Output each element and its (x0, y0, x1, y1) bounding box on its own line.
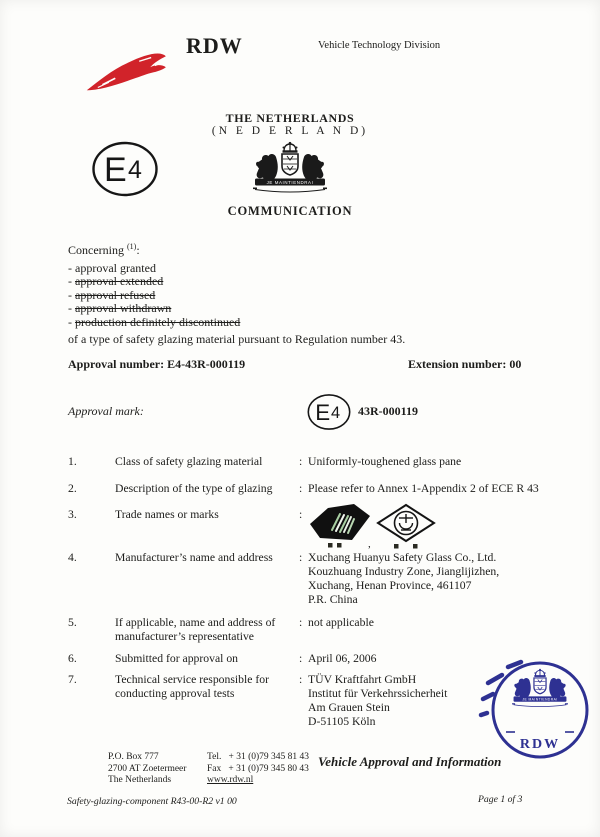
text-line: Please refer to Annex 1-Appendix 2 of ECE R 43 (308, 482, 539, 495)
text-line: Manufacturer’s name and address (115, 551, 273, 564)
concerning-option (68, 302, 240, 315)
footer-website: www.rdw.nl (207, 775, 254, 786)
text-line: conducting approval tests (115, 687, 235, 700)
colon: : (299, 551, 303, 564)
footnote-ref: (1) (127, 242, 137, 251)
text-line: Description of the type of glazing (115, 482, 273, 495)
footer-address (108, 752, 186, 787)
item-row-2 (68, 482, 573, 496)
option-text: approval granted (75, 261, 156, 275)
option-dash: - (68, 261, 75, 275)
text-line: Submitted for approval on (115, 652, 239, 665)
item-number: 7. (68, 673, 77, 686)
text-line: P.R. China (308, 593, 358, 606)
text-line: Class of safety glazing material (115, 455, 263, 468)
text-line: P.O. Box 777 (108, 752, 159, 762)
text-line: TÜV Kraftfahrt GmbH (308, 673, 417, 686)
item-number: 5. (68, 616, 77, 629)
subject-line: of a type of safety glazing material pursuant to Regulation number 43. (68, 332, 406, 346)
text-line: Institut für Verkehrssicherheit (308, 687, 448, 700)
footer-contact (207, 752, 309, 787)
text-line: Uniformly-toughened glass pane (308, 455, 462, 468)
rdw-brand-text: RDW (186, 33, 243, 58)
option-dash: - (68, 314, 75, 329)
item-value (308, 455, 573, 469)
concerning-options (68, 262, 240, 329)
page-number: Page 1 of 3 (478, 794, 523, 805)
colon: : (299, 482, 303, 495)
concerning-option (68, 316, 240, 329)
item-row-3 (68, 508, 573, 550)
item-label (115, 551, 299, 565)
item-number: 2. (68, 482, 77, 495)
text-line: The Netherlands (108, 775, 172, 786)
option-dash: - (68, 301, 75, 316)
text-line: April 06, 2006 (308, 652, 377, 665)
option-text: approval extended (75, 274, 164, 289)
footer-department: Vehicle Approval and Information (318, 754, 502, 769)
item-number: 3. (68, 508, 77, 521)
item-number: 6. (68, 652, 77, 665)
text-line: Technical service responsible for (115, 673, 269, 686)
colon: : (136, 243, 140, 257)
footer-fax: Fax + 31 (0)79 345 80 43 (207, 763, 309, 774)
e4-small-mark-icon (306, 392, 352, 432)
extension-number: Extension number: 00 (408, 357, 522, 371)
item-label (115, 652, 299, 666)
doc-reference: Safety-glazing-component R43-00-R2 v1 00 (67, 796, 237, 807)
text-line: manufacturer’s representative (115, 630, 254, 643)
item-label (115, 455, 299, 469)
concerning-option (68, 289, 240, 302)
item-row-1 (68, 455, 573, 469)
e4-approval-mark-icon (90, 140, 160, 198)
item-value (308, 616, 573, 630)
item-label (115, 508, 299, 522)
item-label (115, 673, 299, 701)
trademark-logos-icon (308, 500, 440, 550)
item-number: 4. (68, 551, 77, 564)
item-value (308, 551, 573, 607)
text-line: Trade names or marks (115, 508, 219, 521)
concerning-label (68, 243, 140, 258)
option-text: approval withdrawn (75, 301, 172, 316)
option-dash: - (68, 274, 75, 289)
text-line: not applicable (308, 616, 374, 629)
text-line: If applicable, name and address of (115, 616, 276, 629)
colon: : (299, 673, 303, 686)
option-text: production definitely discontinued (75, 314, 241, 329)
country-title: THE NETHERLANDS (225, 111, 355, 125)
communication-heading: COMMUNICATION (227, 204, 353, 218)
approval-mark-label: Approval mark: (68, 404, 144, 418)
concerning-option (68, 275, 240, 288)
text-line: Xuchang, Henan Province, 461107 (308, 579, 472, 592)
text-line: Xuchang Huanyu Safety Glass Co., Ltd. (308, 551, 497, 564)
option-text: approval refused (75, 287, 156, 302)
option-dash: - (68, 287, 75, 302)
item-value (308, 508, 573, 550)
rdw-stamp-icon (476, 654, 598, 766)
coat-of-arms-icon (245, 141, 335, 195)
concerning-word: Concerning (68, 243, 124, 257)
colon: : (299, 616, 303, 629)
item-label (115, 616, 299, 644)
item-row-5 (68, 616, 573, 644)
country-subtitle: (N E D E R L A N D) (211, 125, 369, 137)
svg-text:RDW: RDW (519, 737, 561, 752)
concerning-option (68, 262, 240, 275)
division-title: Vehicle Technology Division (318, 40, 441, 51)
colon: : (299, 652, 303, 665)
item-row-4 (68, 551, 573, 607)
svg-text:,: , (368, 538, 371, 550)
item-number: 1. (68, 455, 77, 468)
item-value (308, 482, 573, 496)
approval-mark-number: 43R-000119 (358, 404, 418, 418)
colon: : (299, 455, 303, 468)
approval-number: Approval number: E4-43R-000119 (68, 357, 246, 371)
text-line: Kouzhuang Industry Zone, Jianglijizhen, (308, 565, 500, 578)
text-line: D-51105 Köln (308, 715, 376, 728)
rdw-swoosh-logo-icon (84, 44, 176, 96)
footer-tel: Tel. + 31 (0)79 345 81 43 (207, 752, 310, 762)
text-line: 2700 AT Zoetermeer (108, 763, 187, 774)
colon: : (299, 508, 303, 521)
text-line: Am Grauen Stein (308, 701, 390, 714)
item-label (115, 482, 299, 496)
